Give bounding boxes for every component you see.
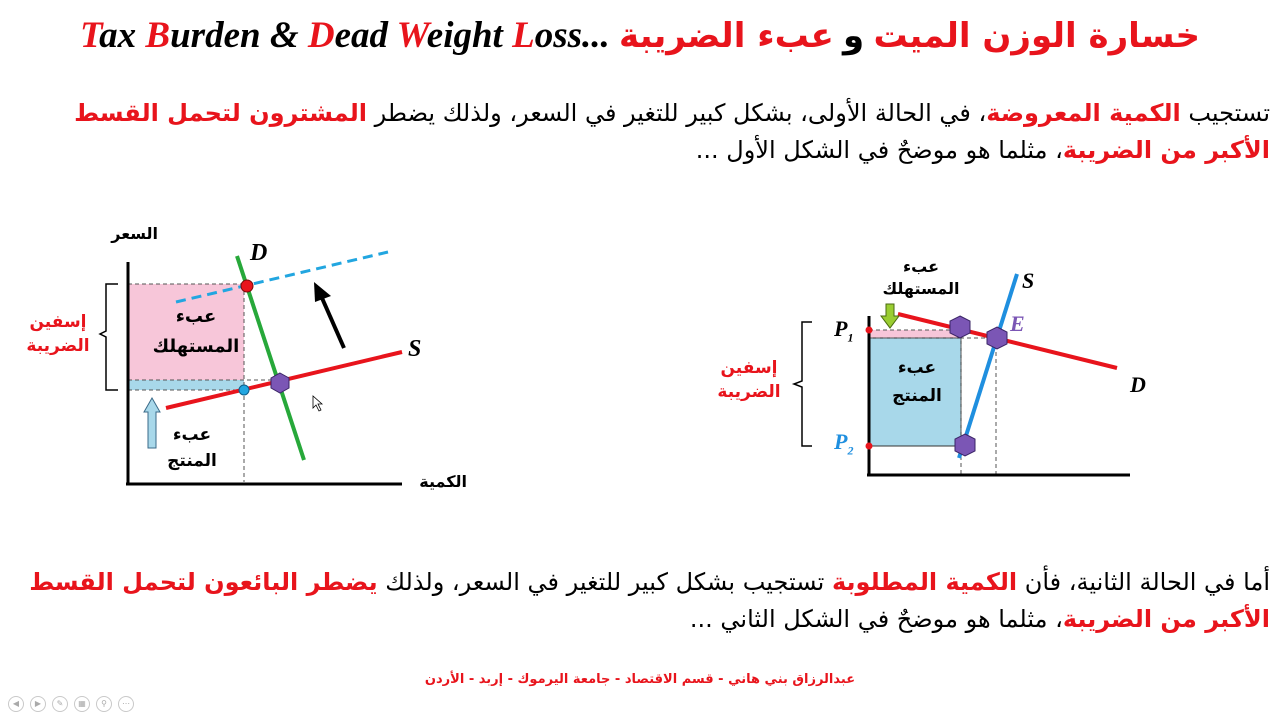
more-options-icon[interactable]: ⋯ — [118, 696, 134, 712]
d2-producer-burden-line2: المنتج — [892, 386, 942, 406]
d2-tax-wedge-bracket — [794, 322, 812, 446]
title-english-run: L — [512, 15, 535, 56]
d2-tax-wedge-label — [708, 356, 790, 404]
d1-producer-burden-line1: عبء — [172, 425, 212, 445]
d2-producer-burden-label — [875, 354, 959, 410]
d2-p1-letter: P — [834, 316, 848, 341]
d1-consumer-burden-line2: المستهلك — [152, 336, 240, 357]
body-text: تستجيب — [1180, 99, 1270, 127]
d2-seller-price-point — [955, 434, 975, 456]
d2-consumer-burden-label — [876, 256, 966, 300]
body-text: ، مثلما هو موضحٌ في الشكل الأول ... — [695, 136, 1063, 164]
d2-consumer-burden-area — [869, 330, 961, 338]
body-text: تستجيب بشكل كبير للتغير في السعر، ولذلك — [377, 568, 832, 596]
d2-buyer-price-point — [950, 316, 970, 338]
title-english-run: D — [307, 15, 335, 56]
d2-p2-letter: P — [834, 429, 848, 454]
d2-p2-subscript: 2 — [847, 443, 854, 458]
d1-producer-burden-line2: المنتج — [167, 451, 217, 471]
d2-supply-label: S — [1022, 268, 1035, 293]
previous-slide-icon[interactable]: ◀ — [8, 696, 24, 712]
d2-equilibrium-label: E — [1010, 311, 1025, 336]
highlighted-text: المشترون لتحمل القسط الأكبر من الضريبة — [74, 99, 1270, 164]
body-text: أما في الحالة الثانية، فأن — [1017, 568, 1270, 596]
d2-p1-label — [834, 316, 853, 345]
d2-consumer-burden-line1: عبء — [902, 257, 940, 276]
d2-p2-label — [834, 429, 853, 458]
d2-tax-wedge-line1: إسفين — [720, 358, 778, 378]
footer-credit: عبدالرزاق بني هاني - قسم الاقتصاد - جامعة اليرموك - إربد - الأردن — [424, 672, 856, 687]
d2-producer-burden-line1: عبء — [897, 358, 937, 378]
d1-price-axis-label: السعر — [111, 224, 158, 243]
d2-demand-label: D — [1130, 372, 1146, 397]
highlighted-text: يضطر البائعون لتحمل القسط الأكبر من الضريبة — [29, 568, 1270, 633]
d1-tax-wedge-line1: إسفين — [29, 312, 87, 332]
highlighted-text: الكمية المطلوبة — [831, 568, 1018, 596]
title-english-run: urden & — [170, 15, 308, 56]
d1-supply-label: S — [408, 336, 422, 362]
d2-supply-curve — [959, 274, 1017, 458]
d2-p1-point — [866, 327, 873, 334]
paragraph-case-two — [8, 564, 1270, 638]
body-text: ، في الحالة الأولى، بشكل كبير للتغير في السعر، ولذلك يضطر — [367, 99, 987, 127]
title-english-run: ead — [334, 15, 397, 56]
d1-consumer-burden-line1: عبء — [175, 306, 217, 327]
d2-consumer-burden-line2: المستهلك — [882, 279, 960, 298]
title-english-run: eight — [426, 15, 513, 56]
d1-demand-label: D — [250, 240, 268, 266]
d2-p1-subscript: 1 — [847, 330, 854, 345]
pen-icon[interactable]: ✎ — [52, 696, 68, 712]
highlighted-text: الكمية المعروضة — [986, 99, 1181, 127]
title-english-run: W — [396, 15, 427, 56]
title-arabic-part1: خسارة الوزن الميت — [873, 16, 1201, 56]
title-english-run: B — [145, 15, 171, 56]
d2-equilibrium-point — [987, 327, 1007, 349]
title-arabic-and: و — [843, 16, 865, 56]
title-english-run: oss... — [534, 15, 610, 56]
title-english-run: T — [79, 15, 100, 56]
title-english-run: ax — [99, 15, 146, 56]
d1-quantity-axis-label: الكمية — [419, 472, 467, 491]
next-slide-icon[interactable]: ▶ — [30, 696, 46, 712]
d2-tax-wedge-line2: الضريبة — [717, 382, 781, 402]
d2-p2-point — [866, 443, 873, 450]
slideshow-toolbar — [8, 696, 134, 712]
body-text: ، مثلما هو موضحٌ في الشكل الثاني ... — [689, 605, 1063, 633]
zoom-icon[interactable]: ⚲ — [96, 696, 112, 712]
title-arabic-part2: عبء الضريبة — [619, 16, 834, 56]
down-arrow-icon — [881, 304, 899, 328]
slides-grid-icon[interactable]: ▦ — [74, 696, 90, 712]
d1-tax-wedge-line2: الضريبة — [26, 336, 90, 356]
